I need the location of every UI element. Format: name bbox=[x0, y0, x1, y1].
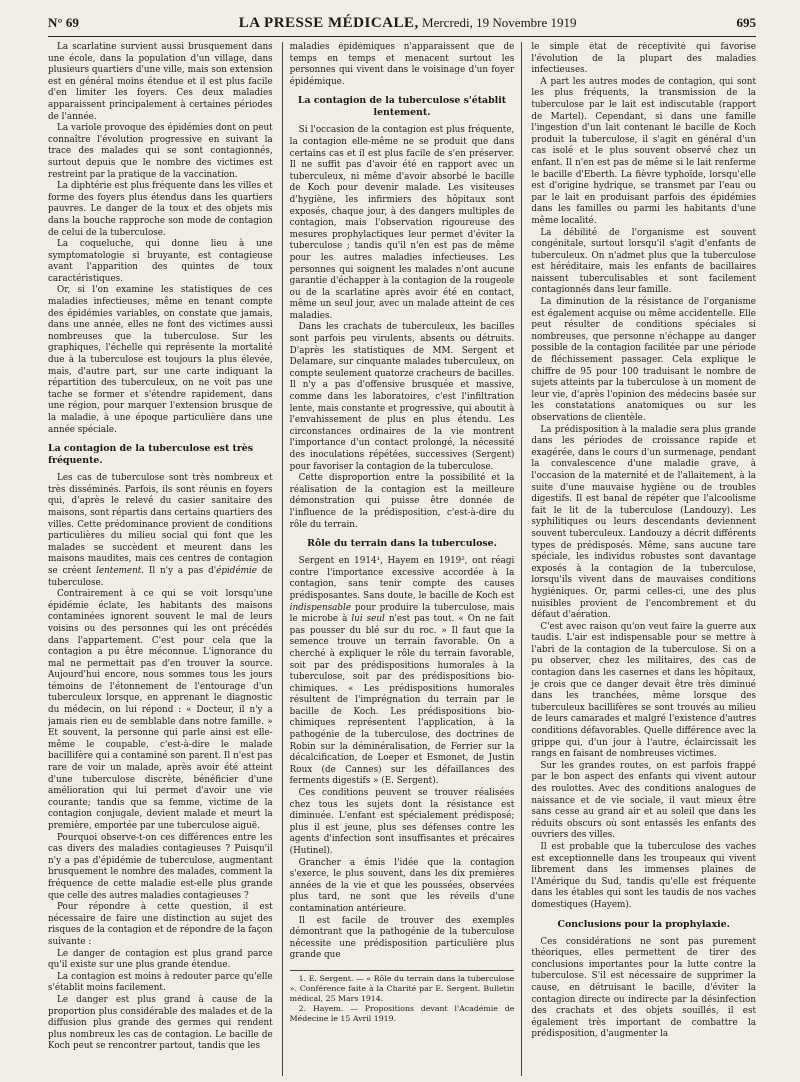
text-run: n'est pas tout. « On ne fait pas pousser du blé sur du roc. » Il faut que la semence trouve un terrain favorable. On a cherché à expliquer le rôle du terrain favorable, soit par des prédispositions humorales à la tuberculose, soit par des prédispositions bio-chimiques. « Les prédispositions humorales résultent de l'imprégnation du terrain par le bacille de Koch. Les prédispositions bio-chimiques représentent l'application, à la pathogénie de la tuberculose, des doctrines de Robin sur la déminéralisation, de Ferrier sur la décalcification, de Loeper et Esmonet, de Justin Roux (de Cannes) sur les défaillances des ferments digestifs » (E. Sergent). bbox=[289, 614, 515, 787]
italic-text: lentement bbox=[96, 565, 142, 576]
page-header bbox=[48, 10, 756, 37]
paragraph: Ces considérations ne sont pas purement théoriques, elles permettent de tirer des conclusions importantes pour la lutte contre la tuberculose. S'il est nécessaire de supprimer la cause, en détruisant le bacille, d'éviter la contagion directe ou indirecte par la désinfection des crachats et des objets souillés, il est également très important de combattre la prédisposition, d'augmenter la bbox=[531, 936, 757, 1040]
paragraph: Ces conditions peuvent se trouver réalisées chez tous les sujets dont la résistance est diminuée. L'enfant est spécialement prédisposé; plus il est jeune, plus ses défenses contre les agents d'infection sont insuffisantes et précaires (Hutinel). bbox=[289, 788, 515, 856]
paragraph: Contrairement à ce qui se voit lorsqu'une épidémie éclate, les habitants des maisons contaminées ignorent souvent le mal de leurs voisins ou des personnes qui les ont précédés dans l'appartement. C'est pour cela que la contagion a pu être méconnue. L'ignorance du mal ne permettait pas d'en trouver la source. Aujourd'hui encore, nous sommes tous les jours témoins de l'étonnement de l'entourage d'un tuberculeux lorsque, en apprenant le diagnostic du médecin, on lui répond : « Docteur, il n'y a jamais rien eu de semblable dans notre famille. » Et souvent, la personne qui parle ainsi est elle-même le coupable, c'est-à-dire le malade bacillifère qui a contaminé son parent. Il n'est pas rare de voir un malade, après avoir été atteint d'une tuberculose discrète, bénéficier d'une amélioration qui lui permet d'avoir une vie courante; tandis que sa femme, victime de la contagion conjugale, devient malade et meurt la première, emportée par une tuberculose aiguë. bbox=[48, 589, 273, 831]
paragraph bbox=[290, 556, 515, 788]
paragraph: le simple état de réceptivité qui favorise l'évolution de la plupart des maladies infectieuses. bbox=[531, 42, 757, 76]
column-1 bbox=[48, 42, 274, 1076]
paragraph: Le danger est plus grand à cause de la proportion plus considérable des malades et de la diffusion plus grande des germes qui rendent plus nombreux les cas de contagion. Le bacille de Koch peut se rencontrer partout, tandis que les bbox=[48, 994, 273, 1052]
paragraph bbox=[48, 473, 273, 589]
column-3 bbox=[530, 42, 756, 1076]
column-2 bbox=[282, 42, 523, 1076]
paragraph: Sur les grandes routes, on est parfois frappé par le bon aspect des enfants qui vivent autour des roulottes. Avec des conditions analogues de naissance et de vie sociale, il vaut mieux être sans cesse au grand air et au soleil que dans les réduits obscurs où sont entassés les enfants des ouvriers des villes. bbox=[531, 760, 757, 841]
paragraph: Il est facile de trouver des exemples démontrant que la pathogénie de la tuberculose nécessite une prédisposition particulière plus grande que bbox=[289, 915, 515, 961]
text-run: pour produire la tuberculose, mais le microbe à bbox=[289, 602, 515, 625]
text-run: Les cas de tuberculose sont très nombreux et très disséminés. Parfois, ils sont réunis en foyers qui, d'après le relevé du casier sanitaire des maisons, sont répartis dans certains quartiers des villes. Cette prédominance provient de conditions particulières du milieu social qui font que les malades se succèdent et meurent dans les maisons maudites, mais ces centres de contagion se créent bbox=[48, 473, 273, 576]
paragraph: La variole provoque des épidémies dont on peut connaître l'évolution progressive en suivant la trace des malades qui se sont contagionnés, surtout depuis que le nombre des victimes est restreint par la pratique de la vaccination. bbox=[48, 123, 273, 180]
paragraph: Pourquoi observe-t-on ces différences entre les cas divers des maladies contagieuses ? Puisqu'il n'y a pas d'épidémie de tuberculose, augmentant brusquement le nombre des malades, comment la fréquence de cette maladie est-elle plus grande que celle des autres maladies contagieuses ? bbox=[48, 832, 273, 901]
paragraph: Cette disproportion entre la possibilité et la réalisation de la contagion est la meilleure démonstration qui puisse être donnée de l'influence de la prédisposition, c'est-à-dire du rôle du terrain. bbox=[289, 473, 515, 530]
paragraph: Grancher a émis l'idée que la contagion s'exerce, le plus souvent, dans les dix premières années de la vie et que les poussées, observées plus tard, ne sont que les réveils d'une contamination antérieure. bbox=[289, 857, 515, 914]
section-heading: La contagion de la tuberculose s'établit lentement. bbox=[297, 95, 507, 119]
text-run: de tuberculose. bbox=[48, 565, 273, 588]
italic-text: épidémie bbox=[216, 565, 258, 576]
paragraph: La prédisposition à la maladie sera plus grande dans les périodes de croissance rapide et exagérée, dans le cours d'un surmenage, pendant la convalescence d'une maladie grave, à l'occasion de la maternité et de l'allaitement, à la suite d'une mauvaise hygiène ou de troubles digestifs. Il est banal de répéter que l'alcoolisme fait le lit de la tuberculose (Landouzy). Les syphilitiques ou leurs descendants deviennent souvent tuberculeux. Landouzy a décrit différents types de prédisposés. Même, sans aucune tare spéciale, les individus robustes sont davantage exposés à la contagion de la tuberculose, lorsqu'ils vivent dans de mauvaises conditions hygiéniques. Or, parmi celles-ci, une des plus nuisibles provient de l'encombrement et du défaut d'aération. bbox=[531, 424, 757, 621]
footnote: 1. E. Sergent. — « Rôle du terrain dans la tuberculose ». Conférence faite à la Charité par E. Sergent. Bulletin médical, 25 Mars 1914. bbox=[289, 973, 515, 1003]
text-run: . Il n'y a pas d' bbox=[141, 565, 217, 576]
section-heading: Conclusions pour la prophylaxie. bbox=[557, 918, 730, 930]
paragraph: La diminution de la résistance de l'organisme est également acquise ou même accidentelle. Elle peut résulter de conditions spéciales si nombreuses, que personne n'échappe au danger possible de la contagion facilitée par une période de fléchissement passager. Cela explique le chiffre de 95 pour 100 traduisant le nombre de sujets atteints par la tuberculose à un moment de leur vie, d'après l'opinion des médecins basée sur les constatations anatomiques ou sur les observations de clientèle. bbox=[531, 297, 757, 423]
paragraph: C'est avec raison qu'on veut faire la guerre aux taudis. L'air est indispensable pour se mettre à l'abri de la contagion de la tuberculose. Si on a pu observer, chez les militaires, des cas de contagion dans les casernes et dans les hôpitaux, je crois que ce danger devait être très diminué dans les tranchées, même lorsque des tuberculeux bacillifères se sont trouvés au milieu de leurs camarades et malgré l'existence d'autres conditions défavorables. Quelle différence avec la grippe qui, d'un jour à l'autre, éclaircissait les rangs en faisant de nombreuses victimes. bbox=[531, 621, 757, 760]
section-heading: Rôle du terrain dans la tuberculose. bbox=[307, 538, 497, 550]
paragraph: Pour répondre à cette question, il est nécessaire de faire une distinction au sujet des risques de la contagion et de répondre de la façon suivante : bbox=[48, 902, 273, 947]
italic-text: lui seul bbox=[351, 614, 385, 625]
paragraph: maladies épidémiques n'apparaissent que de temps en temps et menacent surtout les personnes qui vivent dans le voisinage d'un foyer épidémique. bbox=[289, 42, 515, 87]
paragraph: La contagion est moins à redouter parce qu'elle s'établit moins facilement. bbox=[48, 971, 273, 994]
paragraph: Si l'occasion de la contagion est plus fréquente, la contagion elle-même ne se produit que dans certains cas et il est plus facile de s'en préserver. Il ne suffit pas d'avoir été en rapport avec un tuberculeux, ni même d'avoir absorbé le bacille de Koch pour devenir malade. Les visiteuses d'hygiène, les infirmiers des hôpitaux sont exposés, chaque jour, à des dangers multiples de contagion, mais l'observation rigoureuse des mesures prophylactiques leur permet d'éviter la tuberculose ; tandis qu'il n'en est pas de même pour les autres maladies infectieuses. Les personnes qui soignent les malades n'ont aucune garantie d'échapper à la contagion de la rougeole ou de la scarlatine après avoir été en contact, même un seul jour, avec un malade atteint de ces maladies. bbox=[289, 125, 515, 321]
footnotes bbox=[290, 970, 515, 1024]
paragraph: La scarlatine survient aussi brusquement dans une école, dans la population d'un village, dans plusieurs quartiers d'une ville, mais son extension est en général moins étendue et il est plus facile d'en limiter les foyers. Ces deux maladies apparaissent principalement à certaines périodes de l'année. bbox=[48, 42, 273, 122]
paragraph: Dans les crachats de tuberculeux, les bacilles sont parfois peu virulents, absents ou détruits. D'après les statistiques de MM. Sergent et Delamare, sur cinquante malades tuberculeux, on compte seulement quatorze cracheurs de bacilles. Il n'y a pas d'offensive brusquée et massive, comme dans les laboratoires, c'est l'infiltration lente, mais constante et progressive, qui aboutit à l'envahissement de plus en plus étendu. Les circonstances ordinaires de la vie montrent l'importance d'un contact prolongé, la nécessité des inoculations répétées, successives (Sergent) pour favoriser la contagion de la tuberculose. bbox=[289, 322, 515, 472]
paragraph: La débilité de l'organisme est souvent congénitale, surtout lorsqu'il s'agit d'enfants de tuberculeux. On n'admet plus que la tuberculose est héréditaire, mais les enfants de bacillaires naissent tuberculisables et sont facilement contagionnés dans leur famille. bbox=[531, 227, 757, 296]
paragraph: Il est probable que la tuberculose des vaches est exceptionnelle dans les troupeaux qui vivent librement dans les immenses plaines de l'Amérique du Sud, tandis qu'elle est fréquente dans les étables qui sont les taudis de nos vaches domestiques (Hayem). bbox=[531, 841, 757, 910]
text-run: Sergent en 1914¹, Hayem en 1919², ont réagi contre l'importance excessive accordée à la contagion, sans tenir compte des causes prédisposantes. Sans doute, le bacille de Koch est bbox=[289, 556, 515, 601]
paragraph: Or, si l'on examine les statistiques de ces maladies infectieuses, même en tenant compte des épidémies variables, on constate que jamais, dans une année, elles ne font des victimes aussi nombreuses que la tuberculose. Sur les graphiques, l'échelle qui représente la mortalité due à la tuberculose est toujours la plus élevée, mais, d'autre part, sur une carte indiquant la répartition des tuberculeux, on ne voit pas une tache se former et s'étendre rapidement, dans une région, pour marquer l'extension brusque de la maladie, à une époque particulière dans une année spéciale. bbox=[48, 285, 273, 435]
section-heading: La contagion de la tuberculose est très fréquente. bbox=[48, 443, 254, 467]
paragraph: La diphtérie est plus fréquente dans les villes et forme des foyers plus étendus dans les quartiers pauvres. Le danger de la toux et des objets mis dans la bouche rapproche son mode de contagion de celui de la tuberculose. bbox=[48, 181, 273, 238]
journal-title bbox=[239, 15, 577, 32]
italic-text: indispensable bbox=[289, 602, 352, 613]
article-columns bbox=[48, 42, 756, 1076]
issue-number: N° 69 bbox=[48, 15, 79, 30]
paragraph: Le danger de contagion est plus grand parce qu'il existe sur une plus grande étendue. bbox=[48, 948, 273, 971]
paragraph: A part les autres modes de contagion, qui sont les plus fréquents, la transmission de la tuberculose par le lait est indiscutable (rapport de Martel). Cependant, si dans une famille l'ingestion d'un lait contenant le bacille de Koch produit la tuberculose, il s'agit en général d'un cas isolé et le plus souvent observé chez un enfant. Il n'en est pas de même si le lait renferme le bacille d'Eberth. La fièvre typhoïde, lorsqu'elle est d'origine hydrique, se transmet par l'eau ou par le lait en produisant parfois des épidémies dans les familles ou parmi les habitants d'une même localité. bbox=[531, 76, 757, 226]
page-number: 695 bbox=[736, 15, 756, 30]
issue-date: Mercredi, 19 Novembre 1919 bbox=[422, 14, 577, 30]
footnote: 2. Hayem. — Propositions devant l'Académie de Médecine le 15 Avril 1919. bbox=[289, 1003, 515, 1023]
paragraph: La coqueluche, qui donne lieu à une symptomatologie si bruyante, est contagieuse avant l'apparition des quintes de toux caractéristiques. bbox=[48, 239, 273, 284]
journal-name: LA PRESSE MÉDICALE, bbox=[238, 14, 419, 31]
